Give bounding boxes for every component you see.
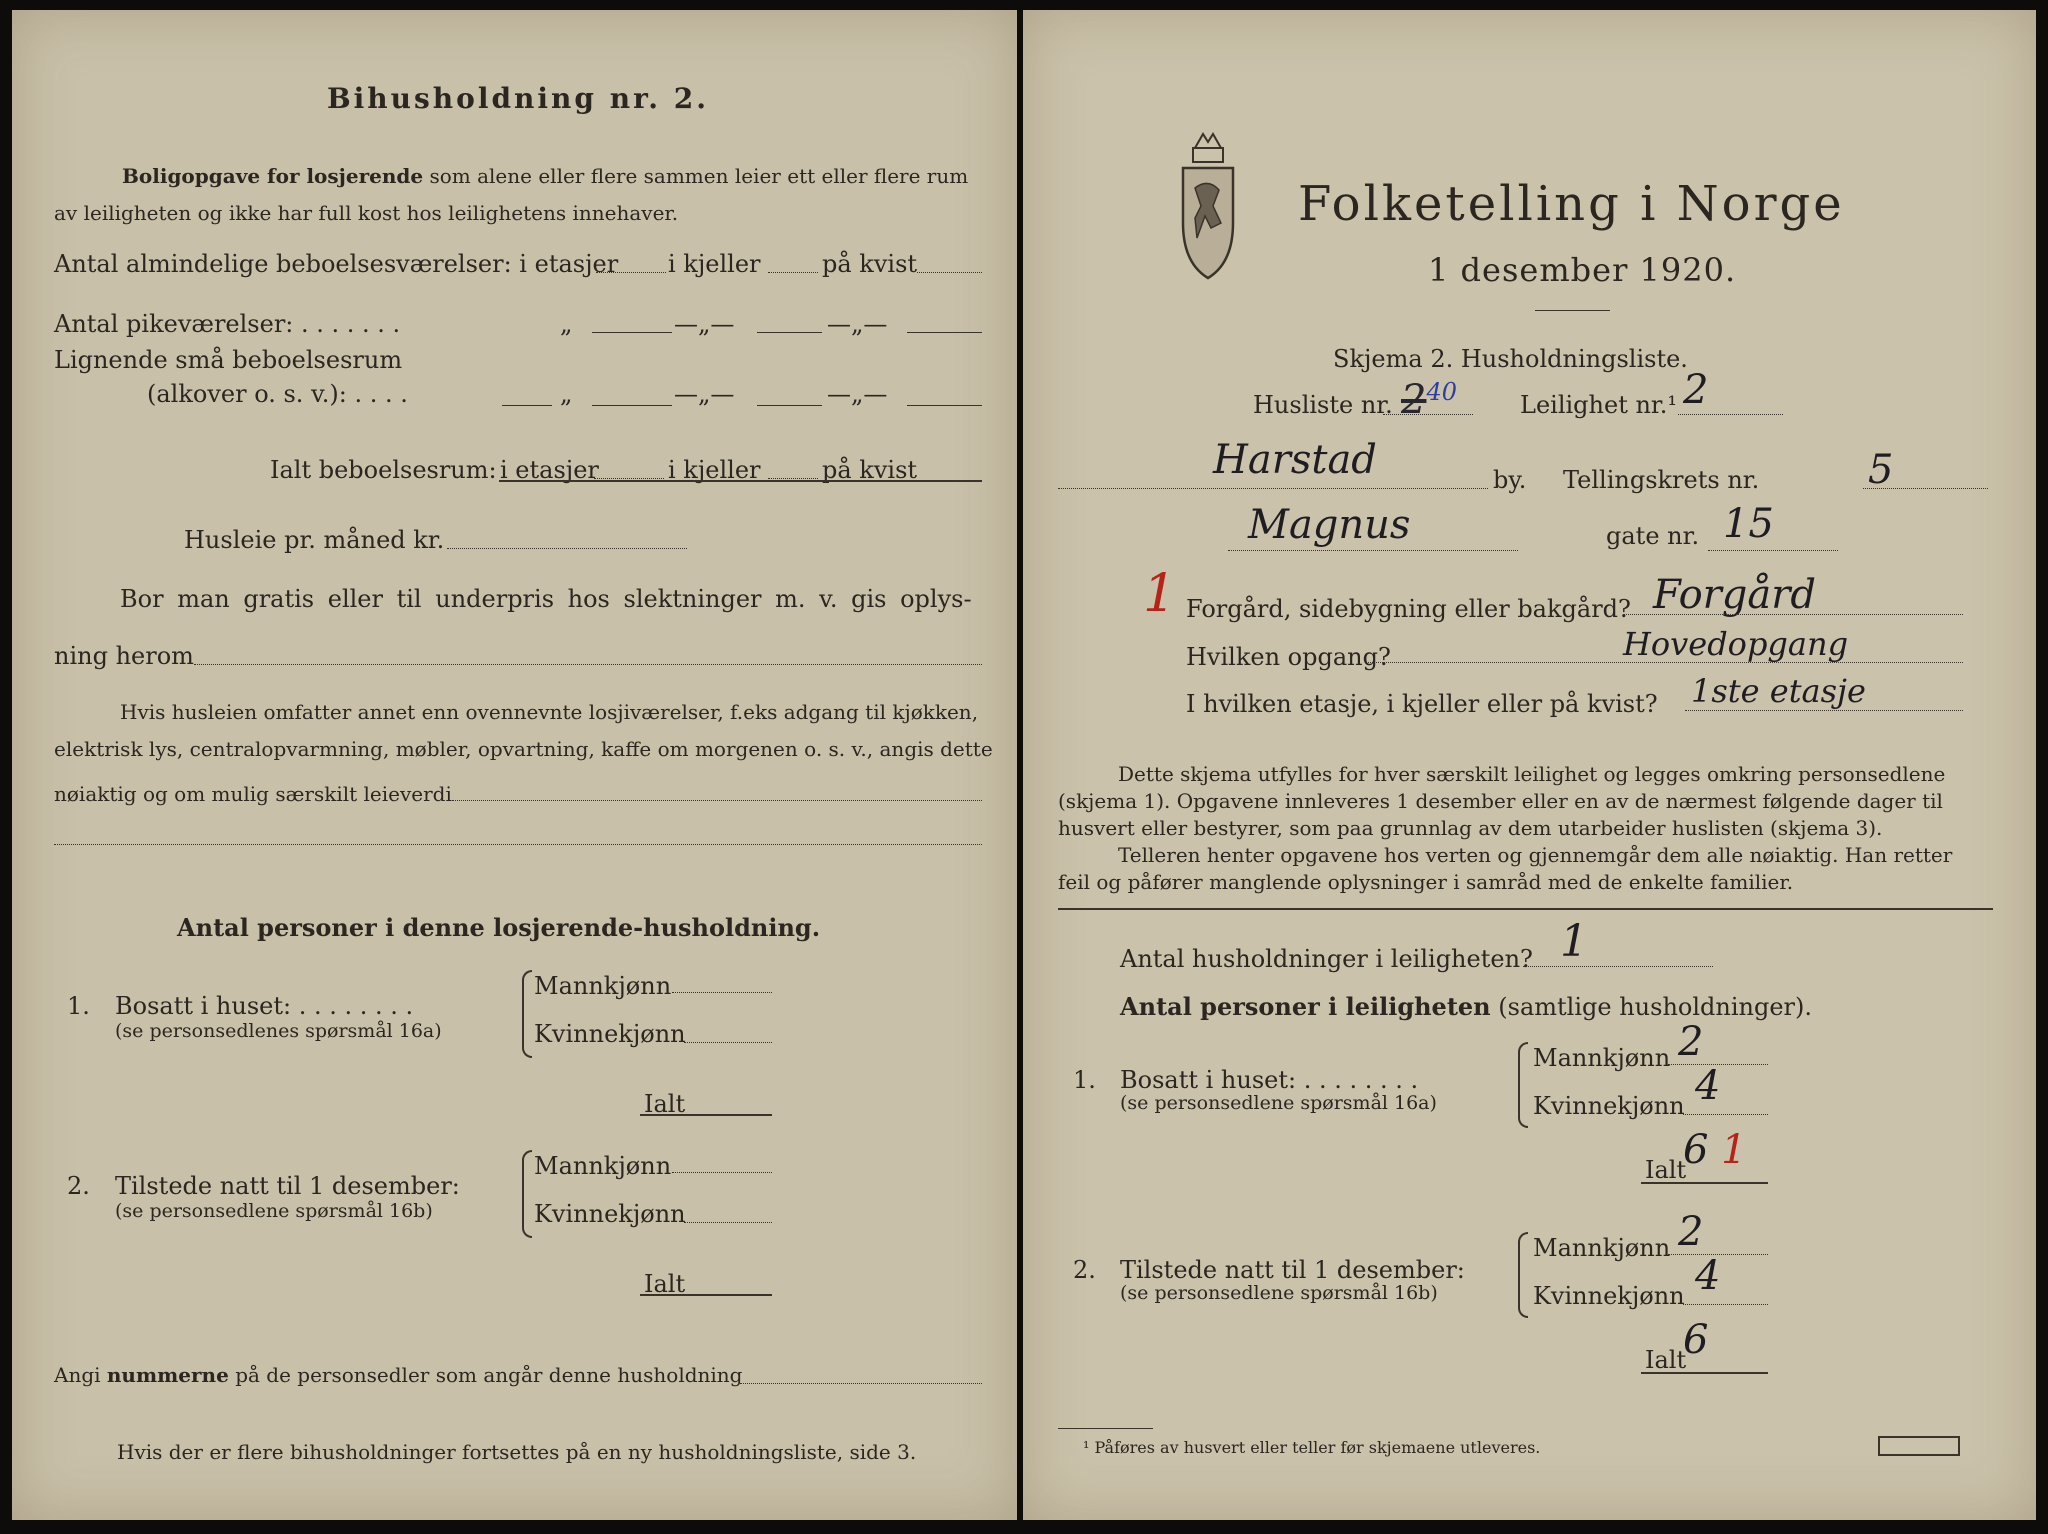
footer-text: Hvis der er flere bihusholdninger fortsettes på en ny husholdningsliste, side 3.	[117, 1440, 917, 1464]
coat-of-arms-icon	[1173, 128, 1243, 283]
gate-nr: 15	[1723, 501, 1774, 547]
angi-text: Angi nummerne på de personsedler som angår denne husholdning	[54, 1363, 743, 1387]
census-date: 1 desember 1920.	[1428, 251, 1737, 289]
q1-sub: (se personsedlene spørsmål 16a)	[1120, 1092, 1437, 1114]
q1-label: Bosatt i huset: . . . . . . . .	[115, 992, 414, 1020]
q1-label: Bosatt i huset: . . . . . . . .	[1120, 1066, 1419, 1094]
by-label: by.	[1493, 466, 1527, 494]
antal-heading: Antal personer i leiligheten (samtlige husholdninger).	[1120, 992, 1813, 1021]
hush-value: 1	[1560, 916, 1588, 967]
red-mark: 1	[1143, 564, 1177, 624]
hvis-text-2: elektrisk lys, centralopvarmning, møbler, opvartning, kaffe om morgenen o. s. v., angis dette	[54, 737, 993, 761]
q2-sub: (se personsedlene spørsmål 16b)	[1120, 1282, 1438, 1304]
intro-bold: Boligopgave for losjerende	[122, 164, 424, 188]
rooms-kjeller: i kjeller	[668, 250, 761, 278]
forgard-label: Forgård, sidebygning eller bakgård?	[1186, 595, 1631, 623]
right-page: Folketelling i Norge 1 desember 1920. Skjema 2. Husholdningsliste. Husliste nr. $2^{40}$ Leilighet nr.¹ 2 Harstad by. Tellingskrets nr. 5 Magnus gate nr. 15 1 Forgård, sidebygning eller bakgård? Forgård Hvilken opgang? Hovedopgang I hvilken etasje, i kjeller eller på kvist? 1ste etasje Dette skjema utfylles for hver særskilt leilighet og legges omkring personsedlene (skjema 1). Opgavene innleveres 1 desember eller en av de nærmest følgende dager til husvert eller bestyrer, som paa grunnlag av dem utarbeider huslisten (skjema 3). Telleren henter opgavene hos verten og gjennemgår dem alle nøiaktig. Han retter feil og påfører manglende oplysninger i samråd med de enkelte familier. Antal husholdninger i leiligheten? 1 Antal personer i leiligheten (samtlige husholdninger). 1. Bosatt i huset: . . . . . . . . (se personsedlene spørsmål 16a) Mannkjønn 2 Kvinnekjønn 4 Ialt 6 1 2. Tilstede natt til 1 desember: (se personsedlene spørsmål 16b) Mannkjønn 2 Kvinnekjønn 4 Ialt 6 ¹ Påføres av husvert eller teller før skjemaene utleveres.	[1023, 10, 2036, 1520]
by-value: Harstad	[1213, 437, 1377, 483]
husleie-label: Husleie pr. måned kr.	[184, 526, 445, 554]
krets-value: 5	[1868, 447, 1894, 493]
q2-label: Tilstede natt til 1 desember:	[115, 1172, 460, 1200]
rooms-label: Antal almindelige beboelsesværelser: i etasjer	[54, 250, 619, 278]
husliste-value: 40	[1426, 378, 1457, 406]
lignende-sub: (alkover o. s. v.): . . . .	[147, 380, 408, 408]
instr-2: (skjema 1). Opgavene innleveres 1 desember eller en av de nærmest følgende dager til	[1058, 789, 1943, 813]
opgang-label: Hvilken opgang?	[1186, 643, 1391, 671]
left-page: Bihusholdning nr. 2. Boligopgave for losjerende som alene eller flere sammen leier ett eller flere rum av leiligheten og ikke har full kost hos leilighetens innehaver. Antal almindelige beboelsesværelser: i etasjer i kjeller på kvist Antal pikeværelser: . . . . . . . „ —„— —„— Lignende små beboelsesrum (alkover o. s. v.): . . . . „ —„— —„— Ialt beboelsesrum: i etasjer i kjeller på kvist Husleie pr. måned kr. Bor man gratis eller til underpris hos slektninger m. v. gis oplys- ning herom Hvis husleien omfatter annet enn ovennevnte losjiværelser, f.eks adgang til kjøkken, elektrisk lys, centralopvarmning, møbler, opvartning, kaffe om morgenen o. s. v., angis dette nøiaktig og om mulig særskilt leieverdi Antal personer i denne losjerende-husholdning. 1. Bosatt i huset: . . . . . . . . (se personsedlenes spørsmål 16a) Mannkjønn Kvinnekjønn Ialt 2. Tilstede natt til 1 desember: (se personsedlene spørsmål 16b) Mannkjønn Kvinnekjønn Ialt Angi nummerne på de personsedler som angår denne husholdning Hvis der er flere bihusholdninger fortsettes på en ny husholdningsliste, side 3.	[12, 10, 1017, 1520]
rooms-kvist: på kvist	[822, 250, 918, 278]
lignende-label: Lignende små beboelsesrum	[54, 346, 403, 374]
antal-heading: Antal personer i denne losjerende-husholdning.	[177, 913, 821, 942]
q1-ialt-value: 6	[1683, 1127, 1709, 1173]
gate-value: Magnus	[1248, 502, 1411, 548]
q1-mann-value: 2	[1678, 1019, 1704, 1065]
instr-4: Telleren henter opgavene hos verten og gjennemgår dem alle nøiaktig. Han retter	[1118, 843, 1953, 867]
q1-sub: (se personsedlenes spørsmål 16a)	[115, 1020, 442, 1042]
husliste-label: Husliste nr.	[1253, 391, 1393, 419]
gate-label: gate nr.	[1606, 522, 1700, 550]
etasje-value: 1ste etasje	[1691, 672, 1866, 710]
leilighet-label: Leilighet nr.¹	[1520, 391, 1678, 419]
q1-kvinne-value: 4	[1695, 1063, 1721, 1109]
ialt-label: Ialt beboelsesrum:	[270, 456, 497, 484]
skjema-label: Skjema 2. Husholdningsliste.	[1333, 345, 1688, 373]
printer-stamp-icon	[1878, 1436, 1960, 1456]
forgard-value: Forgård	[1653, 572, 1816, 618]
hush-label: Antal husholdninger i leiligheten?	[1120, 945, 1533, 973]
intro-text-2: av leiligheten og ikke har full kost hos leilighetens innehaver.	[54, 201, 679, 225]
page-title: Folketelling i Norge	[1298, 176, 1845, 232]
pike-label: Antal pikeværelser: . . . . . . .	[54, 310, 401, 338]
leilighet-value: 2	[1683, 367, 1709, 413]
bor-text-2: ning herom	[54, 642, 194, 670]
footnote: ¹ Påføres av husvert eller teller før skjemaene utleveres.	[1083, 1438, 1541, 1457]
page-title: Bihusholdning nr. 2.	[327, 82, 709, 115]
hvis-text-1: Hvis husleien omfatter annet enn ovennevnte losjiværelser, f.eks adgang til kjøkken,	[120, 700, 979, 724]
q2-kvinne-value: 4	[1695, 1253, 1721, 1299]
q2-ialt-value: 6	[1683, 1317, 1709, 1363]
hvis-text-3: nøiaktig og om mulig særskilt leieverdi	[54, 782, 452, 806]
q1-ialt-red: 1	[1721, 1127, 1747, 1173]
q2-label: Tilstede natt til 1 desember:	[1120, 1256, 1465, 1284]
q2-sub: (se personsedlene spørsmål 16b)	[115, 1200, 433, 1222]
krets-label: Tellingskrets nr.	[1563, 466, 1760, 494]
instr-3: husvert eller bestyrer, som paa grunnlag av dem utarbeider huslisten (skjema 3).	[1058, 816, 1883, 840]
intro-text: som alene eller flere sammen leier ett eller flere rum	[429, 164, 969, 188]
etasje-label: I hvilken etasje, i kjeller eller på kvist?	[1186, 690, 1658, 718]
bor-text-1: Bor man gratis eller til underpris hos slektninger m. v. gis oplys-	[120, 585, 972, 613]
instr-5: feil og påfører manglende oplysninger i samråd med de enkelte familier.	[1058, 870, 1794, 894]
opgang-value: Hovedopgang	[1623, 625, 1849, 663]
q2-mann-value: 2	[1678, 1209, 1704, 1255]
instr-1: Dette skjema utfylles for hver særskilt leilighet og legges omkring personsedlene	[1118, 762, 1946, 786]
